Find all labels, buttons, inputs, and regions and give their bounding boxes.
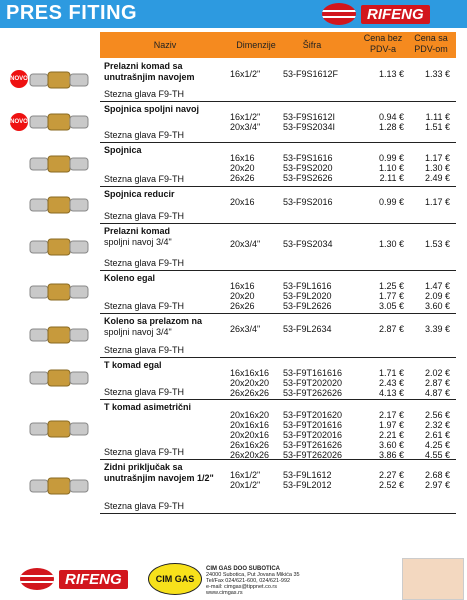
fitting-image xyxy=(28,66,90,94)
product-name: Prelazni komad xyxy=(104,226,171,236)
product-name: T komad asimetrični xyxy=(104,402,192,412)
brand-ball-icon xyxy=(322,3,356,25)
price-with-vat: 1.17 € xyxy=(424,197,450,207)
price-with-vat: 1.53 € xyxy=(424,239,450,249)
product-dims: 16x16 20x20 26x26 xyxy=(230,153,255,183)
table-row xyxy=(100,142,456,187)
product-dims: 20x3/4" xyxy=(230,239,261,249)
product-name: Koleno egal xyxy=(104,273,156,283)
table-row xyxy=(100,58,456,102)
footer-brand-ball-icon xyxy=(20,568,54,590)
price-with-vat: 1.11 € 1.51 € xyxy=(424,112,450,132)
fitting-image xyxy=(28,321,90,349)
fitting-image xyxy=(28,150,90,178)
col-sifra: Šifra xyxy=(302,40,322,50)
product-codes: 53-F9T161616 53-F9T202020 53-F9T262626 xyxy=(283,368,343,398)
table-header xyxy=(100,32,456,58)
col-dimenzije: Dimenzije xyxy=(236,40,276,50)
company-info xyxy=(206,566,300,596)
product-subname: spoljni navoj 3/4" xyxy=(104,327,172,337)
company-web: www.cimgas.rs xyxy=(206,590,243,596)
price-with-vat: 1.47 € 2.09 € 3.60 € xyxy=(424,281,450,311)
product-name: Spojnica spoljni navoj xyxy=(104,104,200,114)
price-without-vat: 0.99 € 1.10 € 2.11 € xyxy=(378,153,404,183)
col-cena-bez: Cena bez PDV-a xyxy=(363,33,403,54)
product-codes: 53-F9S1616 53-F9S2020 53-F9S2626 xyxy=(283,153,333,183)
col-cena-sa: Cena sa PDV-om xyxy=(414,33,448,54)
brand-name: RIFENG xyxy=(361,5,430,24)
product-name: Spojnica xyxy=(104,145,142,155)
product-note: Stezna glava F9-TH xyxy=(104,301,185,311)
price-without-vat: 2.17 € 1.97 € 2.21 € 3.60 € 3.86 € xyxy=(378,410,404,460)
company-name: CIM GAS DOO SUBOTICA xyxy=(206,566,281,572)
product-codes: 53-F9L2634 xyxy=(283,324,332,334)
price-with-vat: 1.33 € xyxy=(424,69,450,79)
price-with-vat: 3.39 € xyxy=(424,324,450,334)
product-note: Stezna glava F9-TH xyxy=(104,89,185,99)
price-with-vat: 1.17 € 1.30 € 2.49 € xyxy=(424,153,450,183)
table-row xyxy=(100,357,456,400)
novo-badge: NOVO xyxy=(10,70,28,88)
product-note: Stezna glava F9-TH xyxy=(104,387,185,397)
product-dims: 16x1/2" 20x3/4" xyxy=(230,112,261,132)
fitting-image xyxy=(28,108,90,136)
product-name: Zidni priključak sa unutrašnjim navojem 1/2" xyxy=(104,462,214,483)
product-note: Stezna glava F9-TH xyxy=(104,447,185,457)
price-without-vat: 1.71 € 2.43 € 4.13 € xyxy=(378,368,404,398)
product-dims: 20x16x20 20x16x16 20x20x16 26x16x26 26x20x26 xyxy=(230,410,270,460)
price-without-vat: 1.30 € xyxy=(378,239,404,249)
price-without-vat: 2.87 € xyxy=(378,324,404,334)
footer-brand-logo xyxy=(20,568,128,590)
price-without-vat: 0.99 € xyxy=(378,197,404,207)
fitting-image xyxy=(28,278,90,306)
table-row xyxy=(100,101,456,143)
company-email: e-mail: cimgas@tippnet.co.rs xyxy=(206,584,277,590)
product-note: Stezna glava F9-TH xyxy=(104,174,185,184)
footer-brand-name: RIFENG xyxy=(59,570,128,589)
product-codes: 53-F9S2016 xyxy=(283,197,333,207)
table-row xyxy=(100,186,456,224)
product-note: Stezna glava F9-TH xyxy=(104,211,185,221)
company-address: 24000 Subotica, Put Jovana Mikića 35 xyxy=(206,572,300,578)
product-codes: 53-F9S2034 xyxy=(283,239,333,249)
product-codes: 53-F9S1612I 53-F9S2034I xyxy=(283,112,336,132)
fitting-image xyxy=(28,191,90,219)
product-name: Prelazni komad sa unutrašnjim navojem xyxy=(104,61,195,82)
table-row xyxy=(100,270,456,314)
product-dims: 16x16x16 20x20x20 26x26x26 xyxy=(230,368,270,398)
product-codes: 53-F9T201620 53-F9T201616 53-F9T202016 53-F9T261626 53-F9T262026 xyxy=(283,410,343,460)
product-dims: 20x16 xyxy=(230,197,255,207)
product-note: Stezna glava F9-TH xyxy=(104,345,185,355)
people-photo xyxy=(402,558,464,600)
fitting-image xyxy=(28,415,90,443)
product-codes: 53-F9S1612F xyxy=(283,69,339,79)
product-note: Stezna glava F9-TH xyxy=(104,130,185,140)
company-phone: Tel/Fax 024/621-600, 024/621-992 xyxy=(206,578,291,584)
product-codes: 53-F9L1612 53-F9L2012 xyxy=(283,470,332,490)
top-bar xyxy=(0,0,467,28)
page-title: PRES FITING xyxy=(6,2,138,24)
novo-badge: NOVO xyxy=(10,113,28,131)
product-note: Stezna glava F9-TH xyxy=(104,258,185,268)
table-row xyxy=(100,399,456,460)
product-name: Spojnica reducir xyxy=(104,189,175,199)
product-name: T komad egal xyxy=(104,360,162,370)
product-note: Stezna glava F9-TH xyxy=(104,501,185,511)
price-without-vat: 1.13 € xyxy=(378,69,404,79)
table-row xyxy=(100,223,456,271)
product-codes: 53-F9L1616 53-F9L2020 53-F9L2626 xyxy=(283,281,332,311)
product-subname: spoljni navoj 3/4" xyxy=(104,237,172,247)
price-without-vat: 1.25 € 1.77 € 3.05 € xyxy=(378,281,404,311)
price-with-vat: 2.56 € 2.32 € 2.61 € 4.25 € 4.55 € xyxy=(424,410,450,460)
fitting-image xyxy=(28,472,90,500)
brand-logo xyxy=(322,3,430,25)
product-dims: 16x1/2" xyxy=(230,69,261,79)
fitting-image xyxy=(28,364,90,392)
price-without-vat: 2.27 € 2.52 € xyxy=(378,470,404,490)
product-dims: 16x1/2" 20x1/2" xyxy=(230,470,261,490)
price-with-vat: 2.68 € 2.97 € xyxy=(424,470,450,490)
product-dims: 16x16 20x20 26x26 xyxy=(230,281,255,311)
price-without-vat: 0.94 € 1.28 € xyxy=(378,112,404,132)
col-naziv: Naziv xyxy=(153,40,177,50)
product-name: Koleno sa prelazom na xyxy=(104,316,203,326)
cim-gas-logo: CIM GAS xyxy=(148,563,202,595)
product-dims: 26x3/4" xyxy=(230,324,261,334)
table-row xyxy=(100,459,456,514)
price-with-vat: 2.02 € 2.87 € 4.87 € xyxy=(424,368,450,398)
table-row xyxy=(100,313,456,358)
fitting-image xyxy=(28,233,90,261)
